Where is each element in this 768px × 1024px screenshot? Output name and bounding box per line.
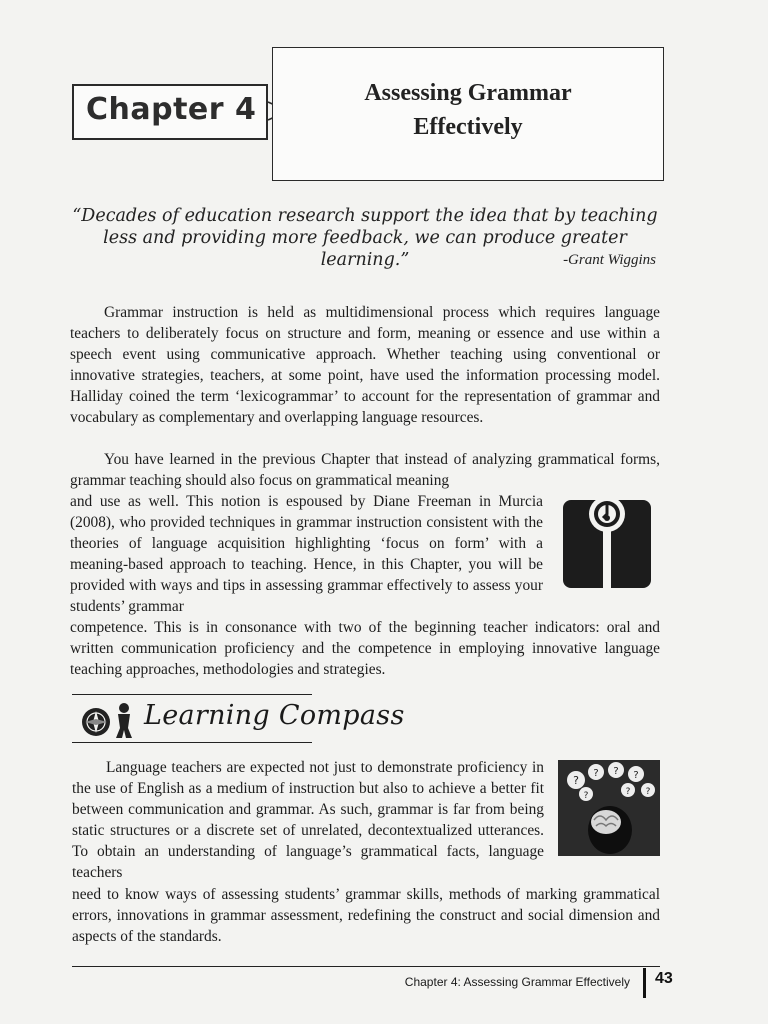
chapter-label-box — [72, 84, 268, 140]
section-paragraph-b: need to know ways of assessing students’ grammar skills, methods of marking grammatical errors, innovations in grammar assessment, redefining the construct and social dimension and aspects of the standards. — [72, 886, 660, 946]
chapter-title-line1: Assessing Grammar — [364, 80, 572, 106]
chapter-label: Chapter 4 — [86, 92, 257, 127]
svg-text:?: ? — [583, 791, 589, 801]
page-number: 43 — [655, 970, 673, 987]
clock-icon — [561, 494, 653, 590]
chapter-title-line2: Effectively — [413, 114, 523, 140]
footer-divider — [643, 968, 646, 998]
svg-text:?: ? — [593, 768, 599, 779]
footer-running-title: Chapter 4: Assessing Grammar Effectively — [404, 975, 630, 989]
footer-rule — [72, 966, 660, 967]
chapter-title — [273, 76, 663, 144]
body-paragraph-1: Grammar instruction is held as multidimensional process which requires language teachers to deliberately focus on structure and form, meaning or essence and use within a speech event using communicative approach. Whether teaching using conventional or innovative strategies, teachers, at some point, have used the information processing model. Halliday coined the term ‘lexicogrammar’ to account for the representation of grammar and vocabulary as complementary and overlapping language resources. — [70, 304, 660, 427]
svg-text:?: ? — [633, 770, 639, 781]
svg-text:?: ? — [613, 766, 619, 777]
section-paragraph-a: Language teachers are expected not just to demonstrate proficiency in the use of English as a medium of instruction but also to achieve a better fit between communication and grammar. As such, grammar is far from being static structures or a discrete set of unrelated, decontextualized utterances. To obtain an understanding of language’s grammatical facts, language teachers — [72, 759, 544, 882]
body-paragraph-2c: competence. This is in consonance with two of the beginning teacher indicators: oral and written communication proficiency and the competence in employing innovative language teaching approaches, methodologies and strategies. — [70, 619, 660, 679]
svg-text:?: ? — [573, 774, 579, 787]
brain-question-icon — [558, 760, 660, 856]
compass-icon — [78, 700, 138, 740]
svg-text:?: ? — [625, 787, 631, 797]
body-paragraph-2b: and use as well. This notion is espoused by Diane Freeman in Murcia (2008), who provided techniques in grammar instruction consistent with the theories of language acquisition highlighting ‘focus on form’ with a meaning-based approach to teaching. Hence, in this Chapter, you will be provided with ways and tips in assessing grammar effectively to assess your students’ grammar — [70, 493, 543, 616]
svg-text:?: ? — [645, 787, 651, 797]
section-title: Learning Compass — [144, 700, 405, 731]
chapter-title-box — [272, 47, 664, 181]
epigraph-quote: “Decades of education research support the idea that by teaching less and providing more feedback, we can produce greater learning.” — [72, 206, 658, 270]
epigraph-author: -Grant Wiggins — [563, 252, 656, 268]
section-rule-bottom — [72, 742, 312, 743]
body-paragraph-2a: You have learned in the previous Chapter that instead of analyzing grammatical forms, grammar teaching should also focus on grammatical meaning — [70, 451, 660, 490]
section-rule-top — [72, 694, 312, 695]
